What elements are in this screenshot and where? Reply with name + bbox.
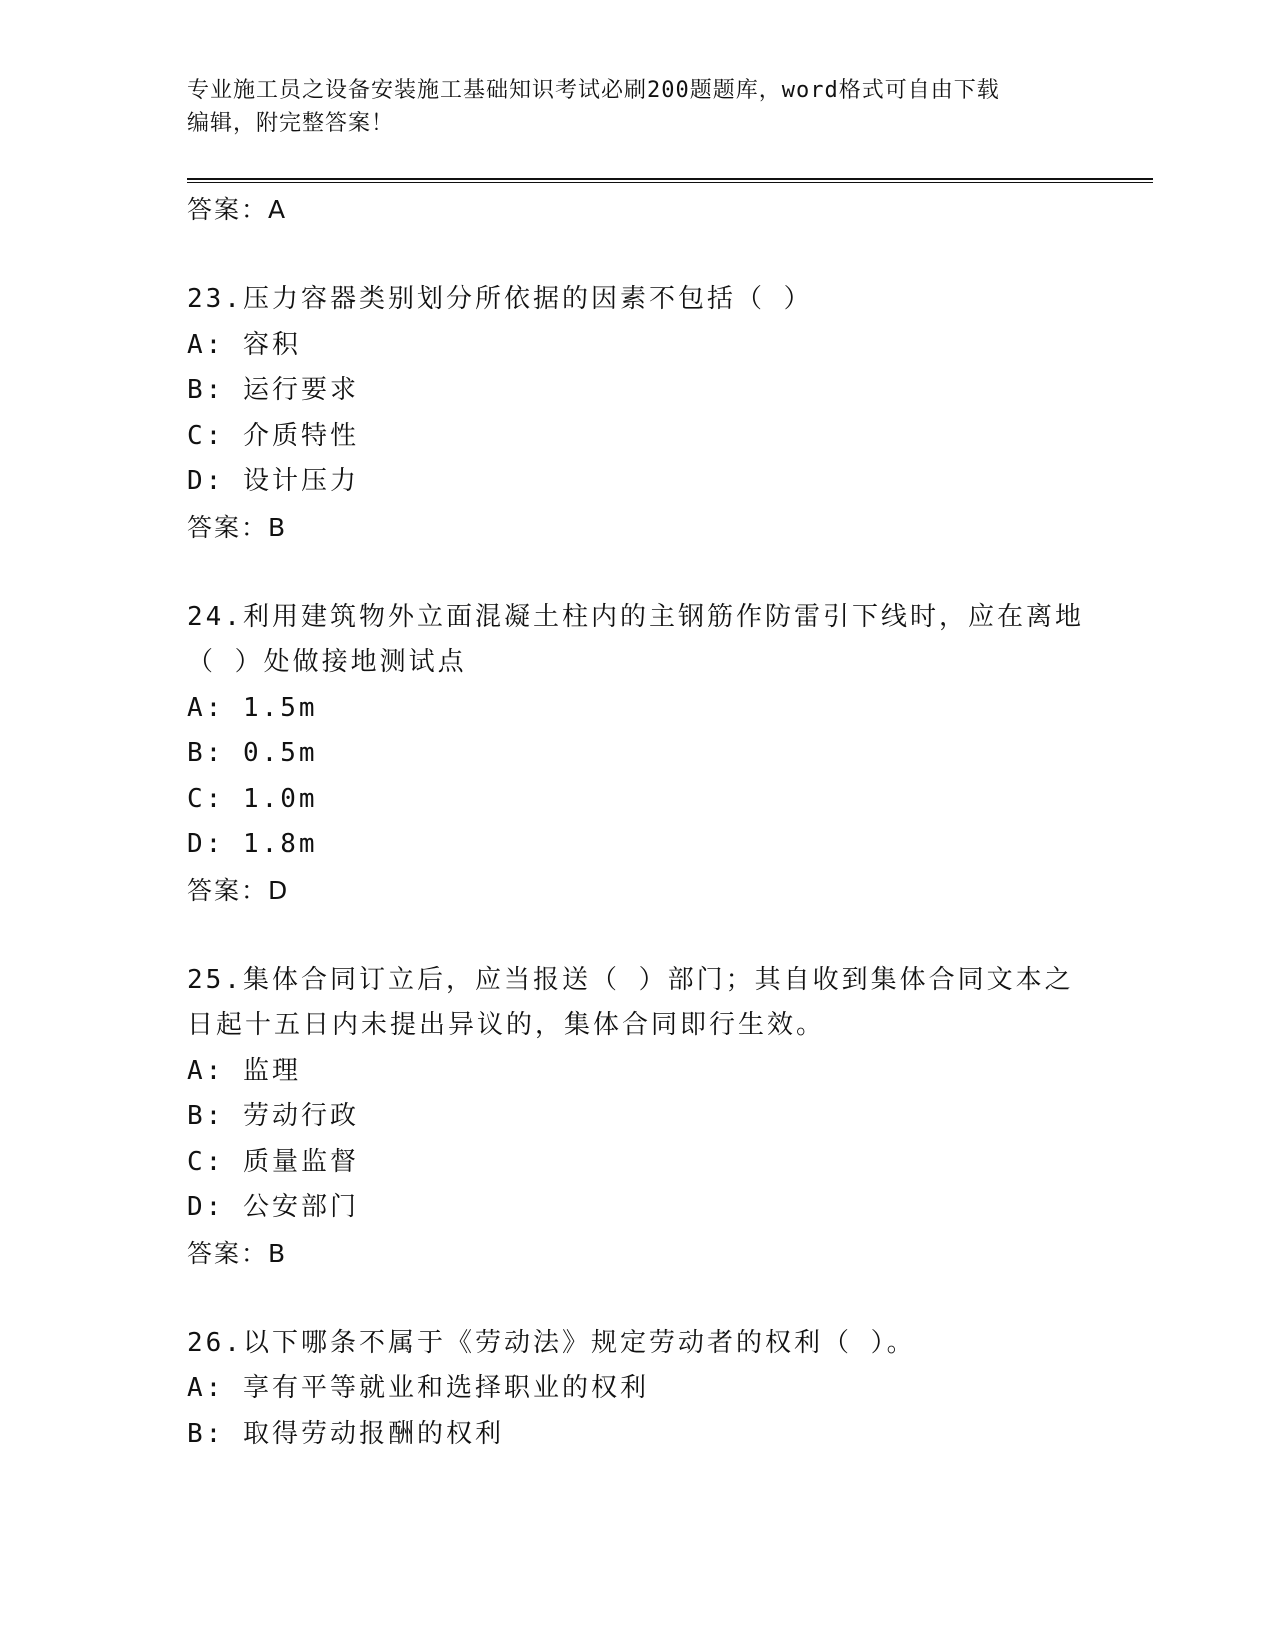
answer-line: 答案：D — [187, 875, 290, 905]
question-list — [187, 187, 1087, 1457]
question-stem: 23.压力容器类别划分所依据的因素不包括（ ） — [187, 284, 813, 314]
option-c: C: 质量监督 — [187, 1146, 359, 1177]
question-23 — [187, 277, 1087, 550]
question-25 — [187, 958, 1087, 1276]
option-a: A: 1.5m — [187, 692, 318, 723]
header-divider — [187, 178, 1153, 183]
option-d: D: 公安部门 — [187, 1192, 359, 1222]
option-c: C: 1.0m — [187, 783, 318, 814]
option-b: B: 劳动行政 — [187, 1101, 359, 1131]
answer-line: 答案：B — [187, 1238, 288, 1268]
option-a: A: 监理 — [187, 1055, 301, 1086]
header-line-1: 专业施工员之设备安装施工基础知识考试必刷200题题库，word格式可自由下载 — [187, 78, 1000, 103]
option-a: A: 容积 — [187, 329, 301, 360]
option-b: B: 运行要求 — [187, 375, 359, 405]
header-line-2: 编辑，附完整答案！ — [187, 111, 395, 136]
option-d: D: 1.8m — [187, 829, 318, 859]
answer-line-22: 答案：A — [187, 195, 288, 224]
question-stem: 26.以下哪条不属于《劳动法》规定劳动者的权利（ ）。 — [187, 1327, 916, 1358]
answer-line: 答案：B — [187, 512, 288, 542]
question-stem: 25.集体合同订立后，应当报送（ ）部门；其自收到集体合同文本之日起十五日内未提出异议的，集体合同即行生效。 — [187, 964, 1074, 1040]
option-c: C: 介质特性 — [187, 420, 359, 451]
option-b: B: 取得劳动报酬的权利 — [187, 1418, 504, 1449]
question-26 — [187, 1321, 1087, 1458]
option-a: A: 享有平等就业和选择职业的权利 — [187, 1373, 649, 1403]
question-24 — [187, 595, 1087, 913]
option-d: D: 设计压力 — [187, 466, 359, 496]
question-stem: 24.利用建筑物外立面混凝土柱内的主钢筋作防雷引下线时，应在离地（ ）处做接地测试点 — [187, 601, 1084, 677]
option-b: B: 0.5m — [187, 738, 318, 768]
document-header — [187, 74, 1087, 140]
